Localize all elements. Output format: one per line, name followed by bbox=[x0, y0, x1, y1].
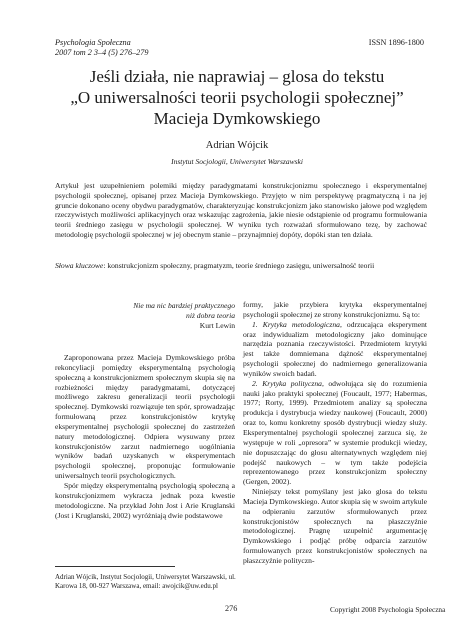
page-number: 276 bbox=[225, 604, 238, 613]
author-affiliation: Instytut Socjologii, Uniwersytet Warszawski bbox=[171, 157, 303, 166]
keywords-text: : konstrukcjonizm społeczny, pragmatyzm, teorie średniego zasięgu, uniwersalność teorii bbox=[103, 261, 375, 270]
keywords-label: Słowa kluczowe bbox=[55, 261, 104, 270]
title-line-2: „O uniwersalności teorii psychologii społecznej” bbox=[70, 88, 404, 107]
list-item bbox=[243, 320, 427, 379]
title-line-1: Jeśli działa, nie naprawiaj – glosa do tekstu bbox=[89, 67, 385, 86]
body-paragraph: Zaproponowana przez Macieja Dymkowskiego próba rekoncyliacji pomiędzy eksperymentalną psychologią społeczną a konstrukcjonizmem społecznym skupia się na rozbieżności między paradygmatami, dotyczącej możliwego zakresu generalizacji teorii psychologii społecznej. Dymkowski rozwiązuje ten spór, sprowadzając formułowaną przez konstrukcjonistów krytykę eksperymentalnej psychologii społecznej do zastrzeżeń natury metodologicznej. Odpiera wysuwany przez konstrukcjonistów zarzut nadmiernego uogólniania wyników badań uzyskanych w eksperymentach psychologii społecznej, proponując formułowanie uniwersalnych teorii psychologicznych. bbox=[55, 353, 235, 481]
epigraph-line-2: niż dobra teoria bbox=[186, 310, 235, 320]
volume-line: 2007 tom 2 3–4 (5) 276–279 bbox=[55, 48, 149, 57]
list-item-label: 2. Krytyka polityczna bbox=[252, 378, 322, 388]
body-paragraph: formy, jakie przybiera krytyka eksperymentalnej psychologii społecznej ze strony konstrukcjonizmu. Są to: bbox=[243, 300, 427, 319]
article-title bbox=[0, 66, 474, 129]
body-paragraph: Spór między eksperymentalną psychologią społeczną a konstrukcjonizmem wykracza jednak poza kwestie metodologiczne. Na przykład John Jost i Arie Kruglanski (Jost i Kruglanski, 2002) wyróżniają dwie podstawowe bbox=[55, 480, 235, 520]
epigraph-line-1: Nie ma nic bardziej praktycznego bbox=[133, 301, 235, 310]
list-item-label: 1. Krytyka metodologiczna bbox=[252, 319, 340, 329]
copyright: Copyright 2008 Psychologia Społeczna bbox=[330, 605, 446, 614]
list-item-text: , odrzucająca eksperyment oraz indywidualizm metodologiczny jako dominujące narzędzia poznania rzeczywistości. Przedmiotem krytyki jest także domniemana dążność eksperymentalnej psychologii społecznej do nadmiernego generalizowania wyników swoich badań. bbox=[243, 319, 427, 378]
right-column bbox=[243, 300, 427, 566]
body-paragraph: Niniejszy tekst pomyślany jest jako glosa do tekstu Macieja Dymkowskiego. Autor skupia się w swoim artykule na odpieraniu zarzutów sformułowanych przez konstrukcjonistów społecznych na płaszczyźnie metodologicznej. Pragnę uzupełnić argumentację Dymkowskiego i podjąć próbę odparcia zarzutów formułowanych przez konstrukcjonistów społecznych na płaszczyźnie polityczn- bbox=[243, 487, 427, 565]
journal-header bbox=[55, 38, 148, 58]
epigraph bbox=[90, 301, 235, 321]
footnote: Adrian Wójcik, Instytut Socjologii, Uniwersytet Warszawski, ul. Karowa 18, 00-927 Warszawa, email: awojcik@uw.edu.pl bbox=[55, 573, 236, 590]
keywords bbox=[55, 261, 427, 271]
list-item-text: , odwołująca się do rozumienia nauki jako praktyki społecznej (Foucault, 1977; Habermas, 1977; Rorty, 1999). Przedmiotem analizy są społeczna produkcja i dystrybucja wiedzy naukowej (Foucault, 2000) oraz to, komu konkretny sposób dystrybucji wiedzy służy. Eksperymentalnej psychologii społecznej zarzuca się, że występuje w roli „opresora” w systemie produkcji wiedzy, nie dopuszczając do głosu alternatywnych względem niej podejść naukowych – w tym także podejścia reprezentowanego przez konstrukcjonizm społeczny (Gergen, 2002). bbox=[243, 378, 427, 487]
issn: ISSN 1896-1800 bbox=[368, 38, 424, 47]
title-line-3: Macieja Dymkowskiego bbox=[153, 109, 321, 128]
list-item bbox=[243, 379, 427, 487]
author-name: Adrian Wójcik bbox=[205, 140, 269, 151]
journal-name: Psychologia Społeczna bbox=[55, 38, 131, 47]
left-column bbox=[55, 353, 235, 520]
footnote-rule bbox=[55, 566, 175, 567]
abstract: Artykuł jest uzupełnieniem polemiki między paradygmatami konstrukcjonizmu społecznego i eksperymentalnej psychologii społecznej, opisanej przez Macieja Dymkowskiego. Przyjęto w nim perspektywę pragmatyczną i na jej gruncie dokonano oceny obydwu paradygmatów, charakteryzując konstrukcjonizm jako stanowisko jałowe pod względem rzeczywistych możliwości aplikacyjnych oraz wskazując zagrożenia, jakie niesie odstąpienie od programu formułowania teorii średniego zasięgu w psychologii społecznej. W wyniku tych rozważań sformułowano tezę, by zachować metodologię psychologii społecznej w jej obecnym stanie – przynajmniej dopóty, dopóki stan ten działa. bbox=[55, 181, 427, 239]
epigraph-attribution: Kurt Lewin bbox=[199, 321, 235, 330]
